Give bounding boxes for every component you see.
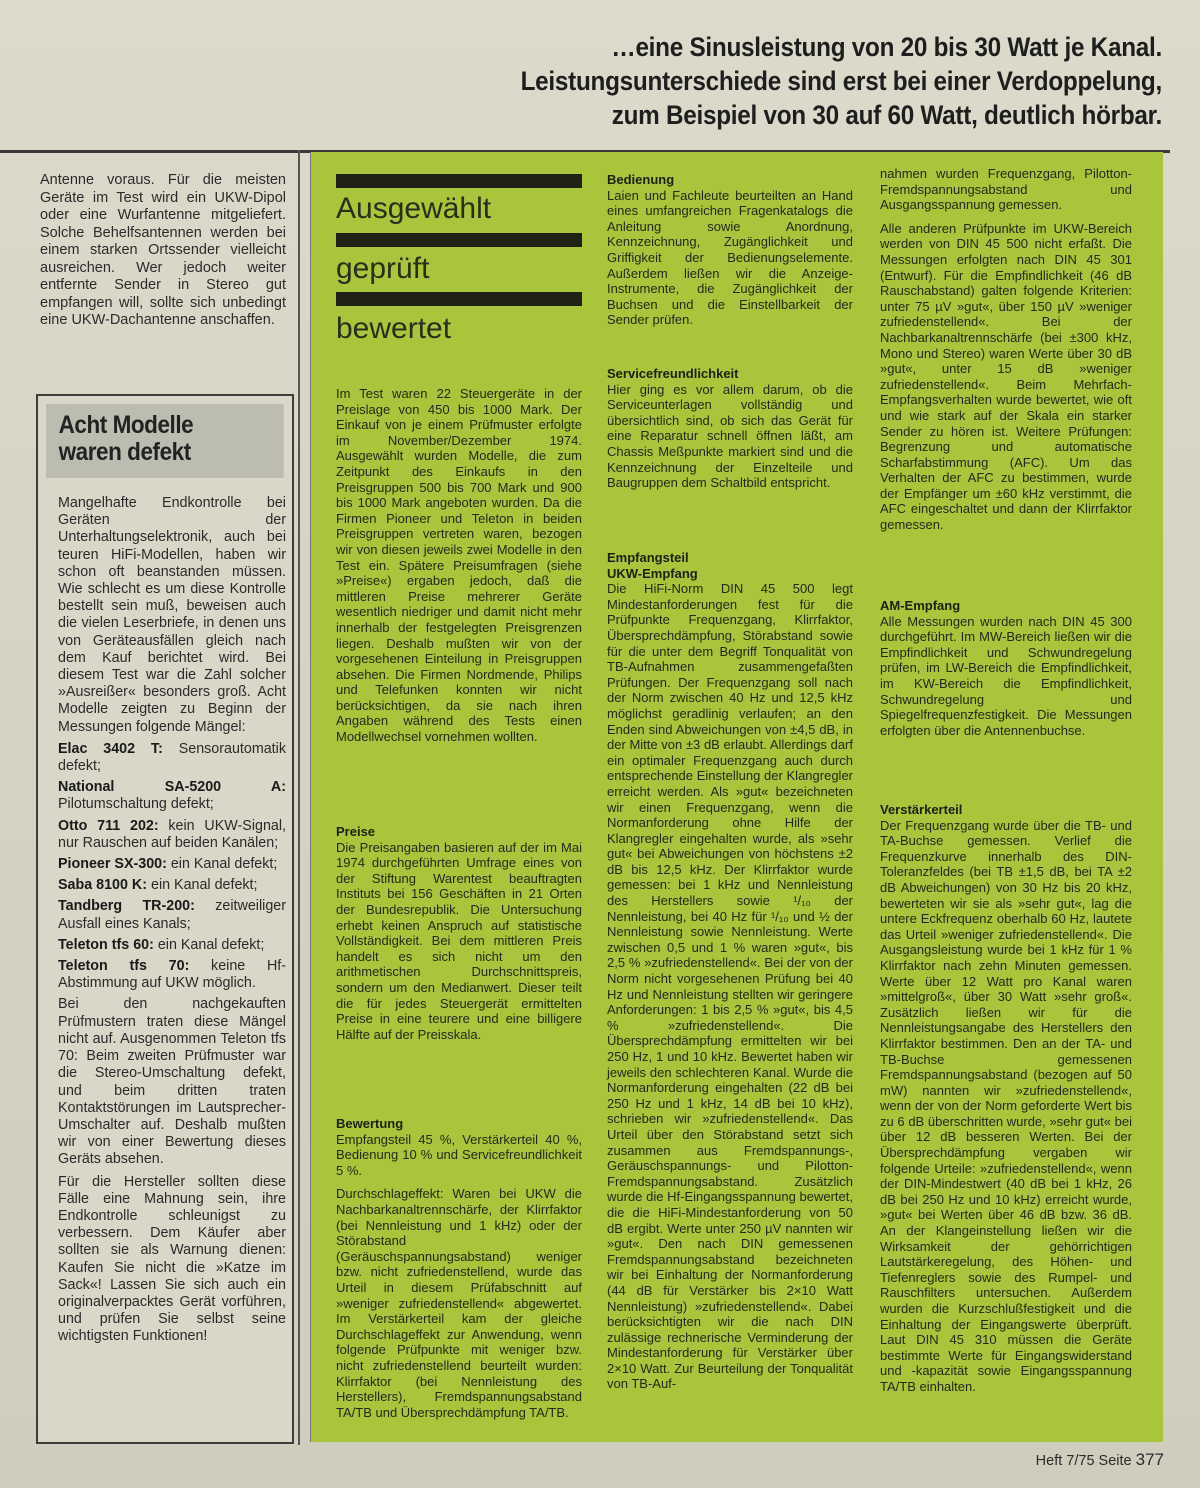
defect-item: Tandberg TR-200: zeitweiliger Ausfall eines Kanals; xyxy=(58,898,286,932)
defect-item: Teleton tfs 70: keine Hf-Abstimmung auf UKW möglich. xyxy=(58,958,287,992)
am-text: Alle Messungen wurden nach DIN 45 300 durchgeführt. Im MW-Bereich ließen wir die Empfindlichkeit und Schwundregelung prüfen, im LW-Bereich die Empfindlichkeit, im KW-Bereich die Empfindlichkeit, Schwundregelung und Spiegelfrequenzfestigkeit. Die Messungen erfolgten über die Antennenbuchse. xyxy=(880,613,1132,738)
section-heading-verstaerker: Verstärkerteil xyxy=(880,802,963,817)
col3-continuation: nahmen wurden Frequenzgang, Pilotton-Fremdspannungsabstand und Ausgangsspannung gemessen. xyxy=(880,166,1132,213)
article-column-3-am xyxy=(880,598,1132,746)
bewertung-text-1: Empfangsteil 45 %, Verstärkerteil 40 %, Bedienung 10 % und Servicefreundlichkeit 5 %. xyxy=(336,1131,582,1178)
preise-text: Die Preisangaben basieren auf der im Mai 1974 durchgeführten Umfrage eines von der Stiftung Warentest beauftragten Instituts bei 156 Geschäften in 21 Orten der Bundesrepublik. Die Untersuchung erhebt keinen Anspruch auf statistische Vollständigkeit. Bei dem mittleren Preis handelt es sich nicht um den arithmetischen Durchschnittspreis, sondern um den Medianwert. Dieser teilt die für jedes Steuergerät ermittelten Preise in eine teurere und eine billigere Hälfte auf der Preisskala. xyxy=(336,839,582,1042)
sidebar-intro: Mangelhafte Endkontrolle bei Geräten der Unterhaltungselektronik, auch bei teuren HiFi-Modellen, haben wir schon oft beanstanden müssen. Wie schlecht es um diese Kontrolle bestellt sein muß, beweisen auch die vielen Leserbriefe, in denen uns von Geräteausfällen gleich nach dem Kauf berichtet wird. Bei diesem Test war die Zahl solcher »Ausreißer« besonders groß. Acht Modelle zeigten zu Beginn der Messungen folgende Mängel: xyxy=(58,495,286,735)
title-bar xyxy=(336,292,582,306)
service-text: Hier ging es vor allem darum, ob die Serviceunterlagen vollständig und übersichtlich sind, ob sich das Gerät für eine Reparatur schnell öffnen läßt, am Chassis Meßpunkte markiert sind und die Kennzeichnung der Einzelteile und Baugruppen dem Schaltbild entspricht. xyxy=(607,381,853,491)
sidebar-title-line-1: Acht Modelle xyxy=(58,411,194,439)
article-column-3-verstaerker xyxy=(880,802,1132,1403)
page-number: 377 xyxy=(1135,1450,1164,1469)
section-heading-bewertung: Bewertung xyxy=(336,1116,404,1131)
headline-line-3: zum Beispiel von 30 auf 60 Watt, deutlich hörbar. xyxy=(611,100,1162,130)
column-rule xyxy=(298,150,300,1445)
defect-item: Saba 8100 K: ein Kanal defekt; xyxy=(58,877,258,894)
col3-ukw-text: Alle anderen Prüfpunkte im UKW-Bereich werden von DIN 45 500 nicht erfaßt. Die Messungen erfolgten nach DIN 45 301 (Entwurf). Für die Empfindlichkeit (46 dB Rauschabstand) galten folgende Kriterien: unter 75 µV »gut«, über 150 µV »weniger zufriedenstellend«. Bei der Nachbarkanaltrennschärfe (bei ±300 kHz, Mono und Stereo) waren Werte über 30 dB »gut«, unter 15 dB »weniger zufriedenstellend«. Beim Mehrfach-Empfangsverhalten wurde bewertet, wie oft und wie stark auf der Skala ein starker Sender zu hören ist. Weitere Prüfungen: Begrenzung und automatische Scharfabstimmung (AFC). Um das Verhalten der AFC zu bestimmen, wurde der Empfänger um ±60 kHz verstimmt, die AFC eingeschaltet und dann der Klirrfaktor gemessen. xyxy=(880,220,1132,533)
article-column-2-empfang xyxy=(607,550,853,1400)
title-bar xyxy=(336,233,582,247)
title-bar xyxy=(336,174,582,188)
article-column-1 xyxy=(336,386,582,753)
sidebar-paragraph-2: Bei den nachgekauften Prüfmustern traten diese Mängel nicht auf. Ausgenommen Teleton tfs 70: Beim zweiten Prüfmuster war die Stereo-Umschaltung defekt, und beim dritten traten Kontaktstörungen im Lautsprecher-Umschalter auf. Deshalb mußten wir von einer Bewertung dieses Geräts absehen. xyxy=(58,996,286,1168)
section-heading-am: AM-Empfang xyxy=(880,598,961,613)
section-heading-bedienung: Bedienung xyxy=(607,172,675,187)
defect-item: Teleton tfs 60: ein Kanal defekt; xyxy=(58,936,265,953)
article-intro: Im Test waren 22 Steuergeräte in der Preislage von 450 bis 1000 Mark. Der Einkauf von je einem Prüfmuster erfolgte im November/Dezember 1974. Ausgewählt wurden Modelle, die zum Zeitpunkt des Einkaufs in den Preisgruppen 500 bis 700 Mark und 900 bis 1000 Mark angeboten wurden. Da die Firmen Pioneer und Teleton in beiden Preisgruppen vertreten waren, bezogen wir von diesen jeweils zwei Modelle in den Test ein. Spätere Preisumfragen (siehe »Preise«) ergaben jedoch, daß die mittleren Preise mehrerer Geräte wesentlich niedriger und damit nicht mehr innerhalb der festgelegten Preisgrenzen liegen. Deshalb mußten wir von der vorgesehenen Einteilung in Preisgruppen absehen. Die Firmen Nordmende, Philips und Telefunken konnten wir nicht berücksichtigen, da sie nach ihren Angaben während des Tests einen Modellwechsel vornehmen wollten. xyxy=(336,386,582,745)
defect-item: National SA-5200 A: Pilotumschaltung defekt; xyxy=(58,779,286,813)
article-column-2-bedienung xyxy=(607,172,853,336)
defect-item: Elac 3402 T: Sensorautomatik defekt; xyxy=(58,740,286,775)
defect-item: Pioneer SX-300: ein Kanal defekt; xyxy=(58,856,278,873)
section-heading-empfangsteil: Empfangsteil xyxy=(607,550,689,565)
title-word-1: Ausgewählt xyxy=(336,192,492,225)
verstaerker-text: Der Frequenzgang wurde über die TB- und TA-Buchse gemessen. Verlief die Frequenzkurve innerhalb des DIN-Toleranzfeldes (bei TB ±1,5 dB, bei TA ±2 dB Abweichungen) von 30 Hz bis 20 kHz, bewerteten wir sie als »sehr gut«, lag die untere Eckfrequenz oberhalb 60 Hz, lautete das Urteil »weniger zufriedenstellend«. Die Ausgangsleistung wurde bei 1 kHz für 1 % Klirrfaktor nach zehn Minuten gemessen. Werte über 12 Watt pro Kanal waren »mittelgroß«, über 30 Watt »sehr groß«. Zusätzlich ließen wir für die Nennleistungsangabe des Herstellers den Klirrfaktor bestimmen. Den an der TA- und TB-Buchse gemessenen Fremdspannungsabstand (bezogen auf 50 mW) nannten wir »zufriedenstellend«, wenn der von der Norm geforderte Wert bis zu 6 dB überschritten wurde, »sehr gut« bei über 12 dB besseren Werten. Bei der Übersprechdämpfung vergaben wir folgende Urteile: »zufriedenstellend«, wenn der DIN-Mindestwert (40 dB bei 1 kHz, 26 dB bei 250 Hz und 10 kHz) erreicht wurde, »gut« bei Werten über 46 dB bzw. 36 dB. An der Klangeinstellung ließen wir die Wirksamkeit der gehörrichtigen Lautstärkeregelung, des Höhen- und Tiefenreglers sowie des Rumpel- und Rauschfilters untersuchen. Außerdem wurden die Kurzschlußfestigkeit und die Einhaltung der Eingangswerte überprüft. Laut DIN 45 310 müssen die Geräte bestimmte Werte für Eingangswiderstand und -kapazität sowie Eingangsspannung TA/TB einhalten. xyxy=(880,817,1132,1394)
sidebar-paragraph-3: Für die Hersteller sollten diese Fälle eine Mahnung sein, ihre Endkontrolle schleunigst zu verbessern. Dem Käufer aber sollten sie als Warnung dienen: Kaufen Sie nicht die »Katze im Sack«! Lassen Sie sich auch ein originalverpacktes Gerät vorführen, und prüfen Sie selbst seine wichtigsten Funktionen! xyxy=(58,1173,286,1345)
bewertung-text-2: Durchschlageffekt: Waren bei UKW die Nachbarkanaltrennschärfe, der Klirrfaktor (bei Nennleistung und 1 kHz) oder der Störabstand (Geräuschspannungsabstand) weniger bzw. nicht zufriedenstellend, wurde das Urteil in diesem Prüfabschnitt auf »weniger zufriedenstellend« abgewertet. Im Verstärkerteil kam der gleiche Durchschlageffekt zur Anwendung, wenn folgende Prüfpunkte mit weniger bzw. nicht zufriedenstellend beurteilt wurden: Klirrfaktor (bei Nennleistung des Herstellers), Fremdspannungsabstand TA/TB und Übersprechdämpfung TA/TB. xyxy=(336,1186,582,1420)
article-column-2-service xyxy=(607,366,853,499)
section-subheading-ukw: UKW-Empfang xyxy=(607,565,698,581)
page-footer xyxy=(1036,1450,1164,1470)
bedienung-text: Laien und Fachleute beurteilten an Hand eines umfangreichen Fragenkatalogs die Anleitung sowie Anordnung, Kennzeichnung, Zugänglichkeit und Griffigkeit der Bedienungselemente. Außerdem ließen wir die Anzeige-Instrumente, die Zugänglichkeit der Buchsen und die Einstellbarkeit der Sender prüfen. xyxy=(607,187,853,328)
empfang-text: Die HiFi-Norm DIN 45 500 legt Mindestanforderungen fest für die Prüfpunkte Frequenzgang, Klirrfaktor, Übersprechdämpfung, Störabstand sowie für die unter dem Begriff Tonqualität von TB-Aufnahmen zusammengefaßten Prüfungen. Der Frequenzgang soll nach der Norm zwischen 40 Hz und 12,5 kHz möglichst geradlinig verlaufen; an den Enden sind Abweichungen von ±4,5 dB, in der Mitte von ±3 dB erlaubt. Allerdings darf ein optimaler Frequenzgang auch durch entsprechende Einstellung der Klangregler erreicht werden. Als »gut« bezeichneten wir einen Frequenzgang, wenn die Normanforderung ohne Hilfe der Klangregler eingehalten wurde, als »sehr gut« bei Abweichungen von höchstens ±2 dB bis 12,5 kHz. Der Klirrfaktor wurde gemessen: bei 1 kHz und Nennleistung des Herstellers sowie ¹/₁₀ der Nennleistung, bei 40 Hz für ¹/₁₀ und ½ der Nennleistung sowie Nennleistung. Werte zwischen 0,5 und 1 % waren »gut«, bis 2,5 % »zufriedenstellend«. Bei der von der Norm nicht vorgesehenen Prüfung bei 40 Hz und Nennleistung stellten wir geringere Anforderungen: 1 bis 2,5 % »gut«, bis 4,5 % »zufriedenstellend«. Die Übersprechdämpfung ermittelten wir bei 250 Hz, 1 und 10 kHz. Bewertet haben wir jeweils den schlechteren Kanal. Wurde die Normanforderung eingehalten (22 dB bei 250 Hz und 1 kHz, 14 dB bei 10 kHz), schrieben wir »zufriedenstellend«. Das Urteil über den Störabstand setzt sich zusammen aus Fremdspannungs-, Geräuschspannungs- und Pilotton-Fremdspannungsabstand. Zusätzlich wurde die Hf-Eingangsspannung bewertet, die die HiFi-Mindestanforderung von 50 dB ergibt. Werte unter 250 µV nannten wir »gut«. Den nach DIN gemessenen Fremdspannungsabstand bezeichneten wir bei Einhaltung der Normanforderung (44 dB für Verstärker bis 2×10 Watt Nennleistung) »zufriedenstellend«. Dabei berücksichtigten wir die nach DIN zulässige rechnerische Verminderung der Mindestanforderung für Verstärker über 2×10 Watt. Zur Beurteilung der Tonqualität von TB-Auf- xyxy=(607,581,853,1392)
intro-paragraph: Antenne voraus. Für die meisten Geräte im Test wird ein UKW-Dipol oder eine Wurfantenne mitgeliefert. Solche Behelfsantennen werden bei einem starken Ortssender vielleicht ausreichen. Wer jedoch weiter entfernte Sender in Stereo gut empfangen will, sollte sich unbedingt eine UKW-Dachantenne anschaffen. xyxy=(40,172,286,328)
headline xyxy=(172,30,1162,132)
sidebar-body xyxy=(58,495,286,1351)
article-column-3 xyxy=(880,166,1132,541)
sidebar-title xyxy=(46,404,284,478)
section-heading-preise: Preise xyxy=(336,824,376,839)
sidebar-title-line-2: waren defekt xyxy=(58,438,191,466)
article-column-1-preise xyxy=(336,824,582,1050)
headline-line-1: …eine Sinusleistung von 20 bis 30 Watt je Kanal. xyxy=(611,32,1162,62)
headline-line-2: Leistungsunterschiede sind erst bei einer Verdoppelung, xyxy=(520,66,1162,96)
section-heading-service: Servicefreundlichkeit xyxy=(607,366,739,381)
article-column-1-bewertung xyxy=(336,1116,582,1428)
sidebar-box xyxy=(36,394,294,1444)
defect-item: Otto 711 202: kein UKW-Signal, nur Rauschen auf beiden Kanälen; xyxy=(58,817,286,851)
issue-label: Heft 7/75 Seite xyxy=(1035,1453,1132,1469)
title-word-2: geprüft xyxy=(336,252,430,285)
title-word-3: bewertet xyxy=(336,312,452,345)
